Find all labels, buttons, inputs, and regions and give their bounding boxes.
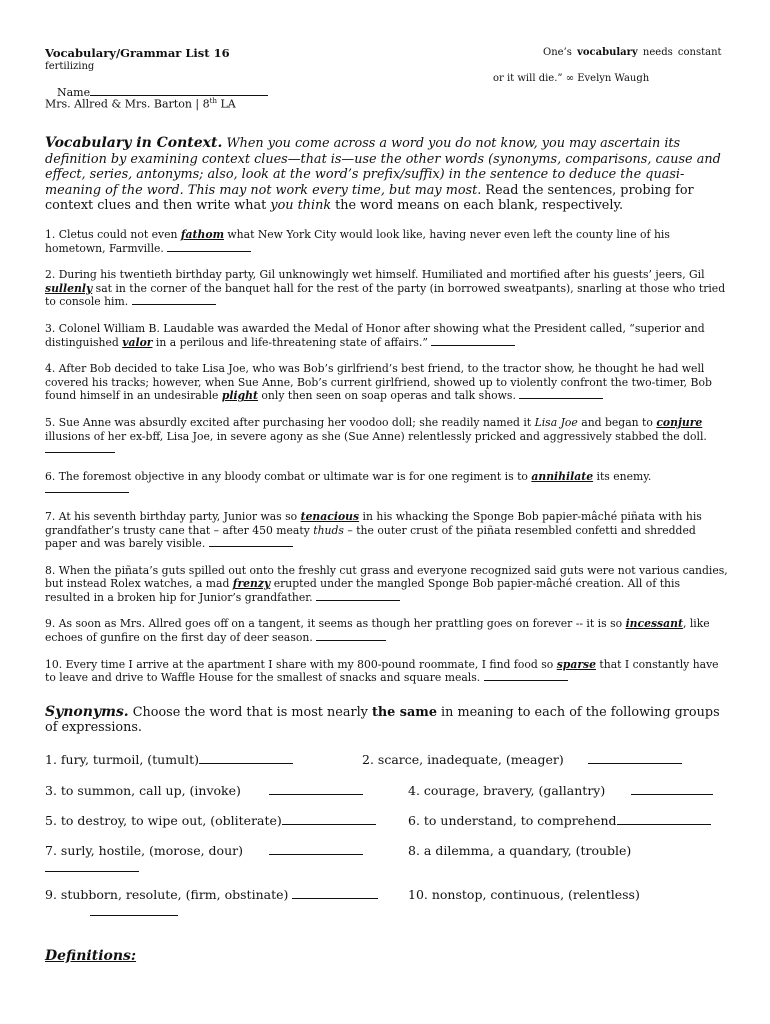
vocab-word: sparse bbox=[556, 657, 596, 671]
list-item: 3. Colonel William B. Laudable was awarded the Medal of Honor after showing what the President called, “superior and distinguished valor in a perilous and life-threatening state of affairs.” bbox=[45, 321, 705, 349]
answer-blank[interactable] bbox=[588, 754, 682, 764]
context-items bbox=[45, 228, 728, 698]
synonym-question: 9. stubborn, resolute, (firm, obstinate) bbox=[45, 887, 378, 902]
answer-blank[interactable] bbox=[484, 671, 568, 681]
synonym-question: 5. to destroy, to wipe out, (obliterate) bbox=[45, 813, 376, 828]
epigraph-line-2: or it will die.” ∞ Evelyn Waugh bbox=[493, 73, 650, 84]
answer-blank[interactable] bbox=[282, 815, 376, 825]
vocab-word: sullenly bbox=[45, 281, 93, 295]
list-item: 7. At his seventh birthday party, Junior was so tenacious in his whacking the Sponge Bob papier-mâché piñata with his grandfather’s trusty cane that – after 450 meaty thuds – the outer crust of the piñata resembled confetti and shredded paper and was barely visible. bbox=[45, 509, 702, 551]
vocab-word: frenzy bbox=[232, 577, 271, 591]
teachers-line: Mrs. Allred & Mrs. Barton | 8th LA bbox=[45, 97, 236, 111]
answer-blank[interactable] bbox=[45, 862, 139, 872]
synonym-question: 3. to summon, call up, (invoke) bbox=[45, 783, 363, 798]
answer-blank[interactable] bbox=[199, 754, 293, 764]
answer-blank[interactable] bbox=[167, 242, 251, 252]
synonyms-intro: Synonyms. Choose the word that is most nearly the same in meaning to each of the following groups of expressions. bbox=[45, 704, 720, 735]
answer-blank[interactable] bbox=[132, 295, 216, 305]
synonym-question: 2. scarce, inadequate, (meager) bbox=[362, 752, 682, 767]
name-blank[interactable] bbox=[90, 85, 268, 96]
synonym-question-8-blank bbox=[45, 860, 139, 875]
synonym-question: 8. a dilemma, a quandary, (trouble) bbox=[408, 843, 632, 858]
list-item: 2. During his twentieth birthday party, Gil unknowingly wet himself. Humiliated and mortified after his guests’ jeers, Gil sullenly sat in the corner of the banquet hall for the rest of the party (in borrowed sweatpants), snarling at those who tried to console him. bbox=[45, 268, 726, 309]
list-item: 9. As soon as Mrs. Allred goes off on a tangent, it seems as though her prattling goes on forever -- it is so incessant, like echoes of gunfire on the first day of deer season. bbox=[45, 617, 710, 645]
epigraph-line-1: One’s vocabulary needs constant bbox=[543, 47, 722, 58]
answer-blank[interactable] bbox=[316, 591, 400, 601]
list-item: 8. When the piñata’s guts spilled out onto the freshly cut grass and everyone recognized said guts were not various candies, but instead Rolex watches, a mad frenzy erupted under the mangled Sponge Bob papier-mâché creation. All of this resulted in a broken hip for Junior’s grandfather. bbox=[45, 563, 728, 604]
vocab-word: plight bbox=[221, 389, 258, 403]
answer-blank[interactable] bbox=[269, 785, 363, 795]
list-item: 10. Every time I arrive at the apartment I share with my 800-pound roommate, I find food so sparse that I constantly have to leave and drive to Waffle House for the smallest of snacks and square meals. bbox=[45, 657, 719, 685]
list-item: 5. Sue Anne was absurdly excited after purchasing her voodoo doll; she readily named it Lisa Joe and began to conjure illusions of her ex-bff, Lisa Joe, in severe agony as she (Sue Anne) relentlessly pricked and aggressively stabbed the doll. bbox=[45, 416, 728, 457]
answer-blank[interactable] bbox=[431, 336, 515, 346]
list-item: 1. Cletus could not even fathom what New York City would look like, having never even left the county line of his hometown, Farmville. bbox=[45, 228, 670, 255]
answer-blank[interactable] bbox=[45, 483, 129, 493]
synonym-question: 7. surly, hostile, (morose, dour) bbox=[45, 843, 363, 858]
vocab-word: conjure bbox=[656, 415, 703, 429]
section-heading-synonyms: Synonyms. bbox=[45, 704, 129, 720]
answer-blank[interactable] bbox=[316, 631, 386, 641]
synonym-question: 6. to understand, to comprehend bbox=[408, 813, 711, 828]
answer-blank[interactable] bbox=[631, 785, 713, 795]
list-item: 6. The foremost objective in any bloody combat or ultimate war is for one regiment is to annihilate its enemy. bbox=[45, 470, 728, 497]
synonym-question: 10. nonstop, continuous, (relentless) bbox=[408, 887, 640, 902]
answer-blank[interactable] bbox=[519, 389, 603, 399]
vocab-word: incessant bbox=[625, 617, 683, 631]
vocab-word: tenacious bbox=[300, 509, 360, 523]
answer-blank[interactable] bbox=[90, 906, 178, 916]
answer-blank[interactable] bbox=[269, 845, 363, 855]
definitions-heading: Definitions: bbox=[45, 948, 137, 964]
section-heading-context: Vocabulary in Context. bbox=[45, 135, 223, 151]
synonym-question: 4. courage, bravery, (gallantry) bbox=[408, 783, 713, 798]
answer-blank[interactable] bbox=[45, 443, 115, 453]
name-field[interactable]: Name bbox=[57, 85, 268, 99]
vocab-word: fathom bbox=[180, 228, 224, 241]
list-item: 4. After Bob decided to take Lisa Joe, who was Bob’s girlfriend’s best friend, to the tractor show, he thought he had well covered his tracks; however, when Sue Anne, Bob’s current girlfriend, showed up to violently confront the two-timer, Bob found himself in an undesirable plight only then seen on soap operas and talk shows. bbox=[45, 362, 712, 403]
vocab-in-context-intro: Vocabulary in Context. When you come across a word you do not know, you may ascertain its definition by examining context clues—that is—use the other words (synonyms, comparisons, cause and effect, series, antonyms; also, look at the word’s prefix/suffix) in the sentence to deduce the quasi-meaning of the word. This may not work every time, but may most. Read the sentences, probing for context clues and then write what you think the word means on each blank, respectively. bbox=[45, 135, 721, 214]
vocab-word: valor bbox=[122, 335, 153, 349]
answer-blank[interactable] bbox=[292, 889, 378, 899]
vocab-word: annihilate bbox=[531, 469, 594, 483]
synonym-question-10-blank bbox=[90, 904, 178, 919]
answer-blank[interactable] bbox=[617, 815, 711, 825]
quote-fragment: fertilizing bbox=[45, 61, 95, 72]
worksheet-title: Vocabulary/Grammar List 16 bbox=[45, 46, 230, 60]
answer-blank[interactable] bbox=[209, 537, 293, 547]
synonym-question: 1. fury, turmoil, (tumult) bbox=[45, 752, 293, 767]
